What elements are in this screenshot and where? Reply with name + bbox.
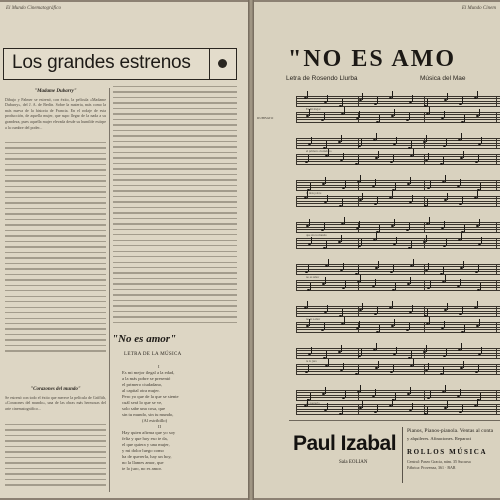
poem-line: al capital otra mujer. <box>122 388 160 393</box>
banner-title: Los grandes estrenos <box>12 52 191 73</box>
poem-line: (Al estribillo) <box>142 418 168 423</box>
poem-line: solo sabe una cosa, que <box>122 406 165 411</box>
text-lines-a <box>5 142 106 356</box>
poem-line: II <box>158 424 162 429</box>
music-staff <box>296 138 500 153</box>
left-page <box>0 2 248 498</box>
song-title: "NO ES AMO <box>288 46 457 72</box>
section-banner <box>3 48 237 80</box>
music-credit: Música del Mae <box>420 75 466 82</box>
article-heading-dubarry: "Madame Dubarry" <box>34 89 77 94</box>
poem-line: y mi dolor luego como <box>122 448 164 453</box>
poem-line: a la más pobre se presentó <box>122 376 171 381</box>
ad-divider <box>402 427 403 483</box>
music-staff <box>296 364 500 375</box>
music-staff <box>296 112 500 123</box>
ad-line: Central: Paseo Gracia, núm. 35 Sucursa <box>407 459 471 464</box>
music-staff <box>296 404 500 415</box>
column-divider <box>109 88 110 492</box>
article-column-left <box>5 86 106 130</box>
lyric-fragment: el primero ciudadano <box>306 149 332 153</box>
music-staff <box>296 306 500 321</box>
poem-line: cuál será lo que se ve, <box>122 400 163 405</box>
ad-line: Fábrica: Provenza, 361 · BAR <box>407 465 456 470</box>
article-body-corazones: Se estrenó con todo el éxito que merece la película de Griffith, «Corazones del mundo», una de las obras más hermosas del arte cinematográfico... <box>5 394 106 411</box>
poem-line: Es mi mejor ilegal a la edad, <box>122 370 175 375</box>
advertisement <box>289 420 500 491</box>
ad-brand-name: Paul Izabal <box>293 432 397 455</box>
music-staff <box>296 96 500 111</box>
poem-line: Pero yo que de la que se siente <box>122 394 179 399</box>
ad-hall: Sala EOLIAN <box>339 460 368 465</box>
poem-title: "No es amor" <box>112 333 177 345</box>
bullet-ornament-icon <box>218 59 227 68</box>
running-head-left: El Mundo Cinematográfico <box>6 6 61 11</box>
music-staff <box>296 390 500 405</box>
poem-lyrics <box>122 364 179 472</box>
lyric-fragment: que sin tu mundo <box>306 233 327 237</box>
ad-line: ROLLOS MÚSICA <box>407 448 488 456</box>
music-staff <box>296 322 500 333</box>
ad-line: Pianos, Pianos-pianola. Ventas al conta <box>407 428 494 434</box>
music-staff <box>296 222 500 237</box>
poem-line: te lo juro, no es amor. <box>122 466 162 471</box>
tempo-marking: RUBBATO <box>257 116 274 120</box>
poem-line: feliz y que hoy eso te da, <box>122 436 168 441</box>
lyric-fragment: no es amor <box>306 275 320 279</box>
article-column-left-lower <box>5 384 106 411</box>
music-staff <box>296 264 500 279</box>
poem-line: el primero ciudadano, <box>122 382 163 387</box>
music-staff <box>296 280 500 291</box>
text-lines-b <box>5 424 106 490</box>
lyric-fragment: Es mi mejor <box>306 107 321 111</box>
poem-line: ha de quererla, hay un hoy, <box>122 454 172 459</box>
music-staff <box>296 180 500 195</box>
lyric-fragment: te lo juro <box>306 359 317 363</box>
lyric-fragment: de quererla <box>306 401 320 405</box>
poem-line: I <box>158 364 160 369</box>
music-staff <box>296 238 500 249</box>
ad-line: y alquileres. Afinaciones. Reparaci <box>407 436 472 441</box>
music-staff <box>296 348 500 363</box>
running-head-right: El Mundo Cinem <box>461 6 496 11</box>
music-staff <box>296 196 500 207</box>
poem-line: Hay quien afirma que yo soy <box>122 430 176 435</box>
music-staff <box>296 154 500 165</box>
poem-line: sin tu mundo, sin tu mundo, <box>122 412 174 417</box>
lyric-fragment: la más pobre <box>306 191 322 195</box>
lyrics-credit: Letra de Rosendo Llurba <box>286 75 358 82</box>
article-heading-corazones: "Corazones del mundo" <box>30 387 81 392</box>
poem-subtitle: LETRA DE LA MÚSICA <box>124 352 182 357</box>
lyric-fragment: no es a-mor <box>306 317 321 321</box>
article-body-dubarry: Dibujo y Palmer se estrenó, con éxito, la película «Madame Dubarry», del J. A. de Berlín. Sobre la materia, más como la más nueva de la historia de Francia. En el rodaje de esta producción, de aquella mujer, que supo llegar de la nada a su grandeza, pues aquella mujer elevada desde su humilde estirpe a la cumbre del poder... <box>5 96 106 130</box>
poem-line: no la llames amor, que <box>122 460 164 465</box>
poem-line: el que quiera y una mujer, <box>122 442 170 447</box>
text-lines-c <box>113 86 237 327</box>
banner-ornament <box>209 49 236 79</box>
